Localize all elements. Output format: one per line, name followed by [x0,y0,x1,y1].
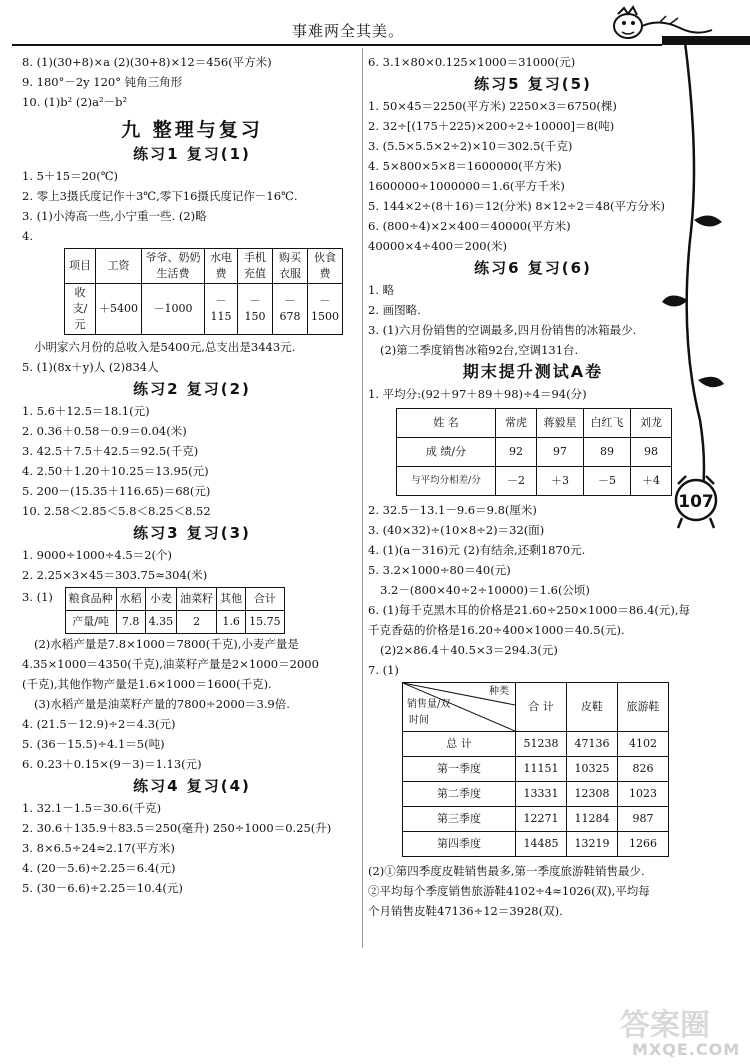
table-cell: 4.35 [145,611,177,634]
table-header-row [403,683,669,732]
answer-line: 4. (20－5.6)÷2.25＝6.4(元) [22,861,176,875]
table-header-row [397,409,672,438]
table-header-cell: 皮鞋 [567,683,618,732]
table-cell: ＋4 [631,467,672,496]
answer-line: 4.35×1000＝4350(千克),油菜籽产量是2×1000＝2000 [22,657,319,671]
section-title: 练习6 复习(6) [474,259,592,277]
header-rule [12,44,662,46]
table-header-cell: 小麦 [145,588,177,611]
grain-table [65,587,285,634]
table-header-cell: 蒋毅星 [537,409,584,438]
table-cell: 1.6 [217,611,246,634]
table-cell: －2 [496,467,537,496]
answer-line: (2)2×86.4＋40.5×3＝294.3(元) [380,643,558,657]
right-column [368,52,698,921]
table-header-cell: 合计 [246,588,285,611]
table-row [397,467,672,496]
section-title: 练习2 复习(2) [133,380,251,398]
answer-line: 2. 32.5－13.1－9.6＝9.8(厘米) [368,503,537,517]
table-header-cell: 购买衣服 [273,249,308,284]
table-header-cell: 粮食品种 [65,588,116,611]
answer-line: 6. (1)每千克黑木耳的价格是21.60÷250×1000＝86.4(元),每 [368,603,691,617]
table-header-cell: 水电费 [205,249,238,284]
answer-line: 3. (5.5×5.5×2÷2)×10＝302.5(千克) [368,139,573,153]
table-row-label: 与平均分相差/分 [397,467,496,496]
budget-table [64,248,343,335]
table-cell: 1266 [618,832,669,857]
answer-line: 3. 42.5＋7.5＋42.5＝92.5(千克) [22,444,199,458]
table-row [403,832,669,857]
table-row [403,757,669,782]
table-cell: 4102 [618,732,669,757]
answer-line: (3)水稻产量是油菜籽产量的7800÷2000＝3.9倍. [34,697,290,711]
answer-line: 3.2－(800×40÷2÷10000)＝1.6(公顷) [380,583,590,597]
table-header-cell: 姓 名 [397,409,496,438]
diag-label-kind: 种类 [489,686,509,697]
table-cell: －678 [273,284,308,335]
table-header-cell: 伙食费 [308,249,343,284]
answer-line: 3. (40×32)÷(10×8÷2)＝32(面) [368,523,545,537]
table-row-label: 成 绩/分 [397,438,496,467]
answer-line: 1. 9000÷1000÷4.5＝2(个) [22,548,173,562]
watermark-url: MXQE.COM [632,1040,741,1059]
answer-line: 1600000÷1000000＝1.6(平方千米) [368,179,565,193]
answer-line: 4. 5×800×5×8＝1600000(平方米) [368,159,562,173]
answer-line: ②平均每个季度销售旅游鞋4102÷4≈1026(双),平均每 [368,884,650,898]
answer-line: 5. 200－(15.35＋116.65)＝68(元) [22,484,211,498]
table-header-cell: 水稻 [116,588,145,611]
section-title: 练习4 复习(4) [133,777,251,795]
answer-line: 1. 略 [368,283,395,297]
answer-line: 1. 50×45＝2250(平方米) 2250×3＝6750(棵) [368,99,617,113]
answer-line: 40000×4÷400＝200(米) [368,239,508,253]
table-row [65,284,343,335]
answer-line: 个月销售皮鞋47136÷12＝3928(双). [368,904,563,918]
table-cell: 826 [618,757,669,782]
table-row-label: 第一季度 [403,757,516,782]
table-header-cell: 油菜籽 [177,588,217,611]
table-header-cell: 旅游鞋 [618,683,669,732]
diag-label-time: 时间 [409,715,429,726]
diag-label-metric: 销售量/双 [407,699,451,710]
header-motto: 事难两全其美。 [292,22,405,40]
table-header-row [65,588,284,611]
table-cell: 12308 [567,782,618,807]
answer-line: 4. (1)(a－316)元 (2)有结余,还剩1870元. [368,543,586,557]
table-cell: 987 [618,807,669,832]
table-cell: 92 [496,438,537,467]
answer-line: 5. 3.2×1000÷80＝40(元) [368,563,511,577]
answer-line: 4. (21.5－12.9)÷2＝4.3(元) [22,717,176,731]
answer-line: 5. (36－15.5)÷4.1＝5(吨) [22,737,165,751]
answer-line: 1. 平均分:(92＋97＋89＋98)÷4＝94(分) [368,387,587,401]
table-cell: －1000 [142,284,205,335]
answer-line: 9. 180°－2y 120° 钝角三角形 [22,75,183,89]
table-cell: 7.8 [116,611,145,634]
table-cell: 97 [537,438,584,467]
left-column [22,52,362,898]
table-row [403,782,669,807]
table-header-cell: 刘龙 [631,409,672,438]
answer-line: 2. 0.36＋0.58－0.9＝0.04(米) [22,424,187,438]
table-cell: 13331 [516,782,567,807]
answer-line: 3. 8×6.5÷24≈2.17(平方米) [22,841,175,855]
column-divider [362,48,363,948]
table-row [65,611,284,634]
answer-line: 4. 2.50＋1.20＋10.25＝13.95(元) [22,464,209,478]
table-cell: －115 [205,284,238,335]
answer-line: 2. 零上3摄氏度记作＋3℃,零下16摄氏度记作－16℃. [22,189,298,203]
answer-label: 3. (1) [22,590,53,604]
table-cell: ＋5400 [96,284,142,335]
answer-line: 6. 0.23＋0.15×(9－3)＝1.13(元) [22,757,202,771]
answer-line: 5. 144×2÷(8＋16)＝12(分米) 8×12÷2＝48(平方分米) [368,199,665,213]
table-cell: －1500 [308,284,343,335]
table-row [403,807,669,832]
answer-line: 2. 画图略. [368,303,421,317]
table-cell: 2 [177,611,217,634]
score-table [396,408,672,496]
answer-line: (千克),其他作物产量是1.6×1000＝1600(千克). [22,677,272,691]
diagonal-header-cell [403,683,516,732]
mascot-icon [600,2,720,44]
table-cell: 11284 [567,807,618,832]
answer-line: 2. 30.6＋135.9＋83.5＝250(毫升) 250÷1000＝0.25(升) [22,821,332,835]
table-cell: 89 [584,438,631,467]
answer-line: 5. (30－6.6)÷2.25＝10.4(元) [22,881,183,895]
section-title: 练习1 复习(1) [133,145,251,163]
table-cell: 14485 [516,832,567,857]
table-cell: 10325 [567,757,618,782]
table-row-label: 第四季度 [403,832,516,857]
section-title: 练习3 复习(3) [133,524,251,542]
table-cell: －5 [584,467,631,496]
table-cell: 15.75 [246,611,285,634]
answer-line: 4. [22,229,33,243]
table-cell: 98 [631,438,672,467]
answer-line: 3. (1)小涛高一些,小宁重一些. (2)略 [22,209,207,223]
answer-line: 2. 32÷[(175＋225)×200÷2÷10000]＝8(吨) [368,119,615,133]
table-cell: 11151 [516,757,567,782]
answer-line: 10. (1)b² (2)a²－b² [22,95,128,109]
answer-line: 10. 2.58＜2.85＜5.8＜8.25＜8.52 [22,504,211,518]
answer-line: 1. 5.6＋12.5＝18.1(元) [22,404,150,418]
answer-line: 小明家六月份的总收入是5400元,总支出是3443元. [34,340,296,354]
table-header-cell: 常虎 [496,409,537,438]
table-cell: 1023 [618,782,669,807]
table-row [397,438,672,467]
answer-line: 1. 32.1－1.5＝30.6(千克) [22,801,162,815]
answer-line: 3. (1)六月份销售的空调最多,四月份销售的冰箱最少. [368,323,637,337]
answer-line: 6. 3.1×80×0.125×1000＝31000(元) [368,55,576,69]
table-cell: 13219 [567,832,618,857]
table-row [403,732,669,757]
section-title: 期末提升测试A卷 [462,362,604,381]
page-number: 107 [678,492,714,512]
answer-line: (2)第二季度销售冰箱92台,空调131台. [380,343,579,357]
table-row-label: 总 计 [403,732,516,757]
table-header-cell: 白红飞 [584,409,631,438]
answer-line: 6. (800÷4)×2×400＝40000(平方米) [368,219,571,233]
answer-line: (2)水稻产量是7.8×1000＝7800(千克),小麦产量是 [34,637,299,651]
table-cell: 51238 [516,732,567,757]
table-row-label: 第三季度 [403,807,516,832]
answer-line: (2)①第四季度皮鞋销售最多,第一季度旅游鞋销售最少. [368,864,645,878]
section-title: 练习5 复习(5) [474,75,592,93]
table-header-cell: 合 计 [516,683,567,732]
table-header-cell: 其他 [217,588,246,611]
table-row-label: 产量/吨 [65,611,116,634]
table-header-row [65,249,343,284]
table-header-cell: 爷爷、奶奶生活费 [142,249,205,284]
answer-line: 7. (1) [368,663,399,677]
watermark-text: 答案圈 [620,1008,710,1043]
answer-line: 1. 5＋15＝20(℃) [22,169,119,183]
answer-line: 2. 2.25×3×45＝303.75≈304(米) [22,568,208,582]
answer-line: 5. (1)(8x＋y)人 (2)834人 [22,360,159,374]
answer-line: 千克香菇的价格是16.20÷400×1000＝40.5(元). [368,623,625,637]
answer-line: 8. (1)(30+8)×a (2)(30+8)×12＝456(平方米) [22,55,272,69]
table-header-cell: 项目 [65,249,96,284]
chapter-title: 九 整理与复习 [121,119,263,141]
table-header-cell: 工资 [96,249,142,284]
table-cell: 47136 [567,732,618,757]
shoe-sales-table [402,682,669,857]
table-cell: ＋3 [537,467,584,496]
table-cell: 12271 [516,807,567,832]
grain-question [22,587,362,634]
table-row-label: 第二季度 [403,782,516,807]
table-row-label: 收支/元 [65,284,96,335]
table-header-cell: 手机充值 [238,249,273,284]
table-cell: －150 [238,284,273,335]
